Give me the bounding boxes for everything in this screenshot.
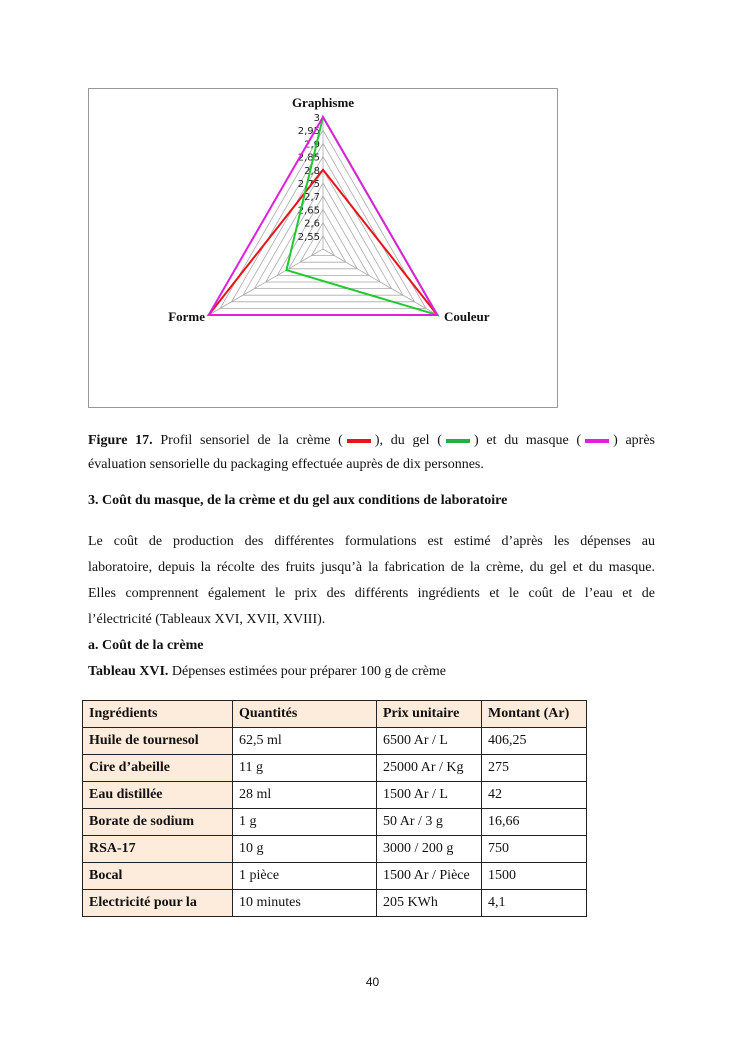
table-caption-text: Dépenses estimées pour préparer 100 g de crème <box>168 664 446 679</box>
axis-label-couleur: Couleur <box>444 309 490 324</box>
page-number: 40 <box>365 975 380 989</box>
tick-label: 3 <box>313 113 320 124</box>
legend-creme-swatch <box>347 439 371 443</box>
table-cell: 1500 Ar / L <box>377 782 482 809</box>
cost-table <box>82 700 587 917</box>
subsection-title: a. Coût de la crème <box>88 638 204 653</box>
table-header-cell: Prix unitaire <box>377 701 482 728</box>
table-cell: 10 minutes <box>233 890 377 917</box>
table-caption-label: Tableau XVI. <box>88 664 169 679</box>
caption-label: Figure 17. <box>88 433 153 448</box>
caption-text: ) après <box>613 433 656 448</box>
figure-caption <box>88 428 655 454</box>
table-cell: 10 g <box>233 836 377 863</box>
table-cell: 1 pièce <box>233 863 377 890</box>
table-cell: Eau distillée <box>83 782 233 809</box>
caption-line2: évaluation sensorielle du packaging effectuée auprès de dix personnes. <box>88 457 484 472</box>
table-cell: 4,1 <box>482 890 587 917</box>
table-cell: 6500 Ar / L <box>377 728 482 755</box>
table-header-cell: Quantités <box>233 701 377 728</box>
table-header-cell: Montant (Ar) <box>482 701 587 728</box>
table-row <box>83 809 587 836</box>
tick-label: 2,6 <box>304 218 320 230</box>
table-row <box>83 728 587 755</box>
table-cell: 42 <box>482 782 587 809</box>
table-cell: 275 <box>482 755 587 782</box>
axis-label-graphisme: Graphisme <box>291 95 355 110</box>
table-cell: 50 Ar / 3 g <box>377 809 482 836</box>
paragraph-line: Le coût de production des différentes formulations est estimé d’après les dépenses au <box>88 534 655 549</box>
tick-label: 2,85 <box>297 152 320 164</box>
caption-text: ), du gel ( <box>374 433 442 448</box>
table-cell: 28 ml <box>233 782 377 809</box>
tick-label: 2,55 <box>297 231 320 243</box>
tick-label: 2,75 <box>297 179 320 190</box>
table-cell: Huile de tournesol <box>83 728 233 755</box>
table-cell: RSA-17 <box>83 836 233 863</box>
table-cell: 1 g <box>233 809 377 836</box>
table-cell: Electricité pour la <box>83 890 233 917</box>
tick-label: 2,65 <box>297 205 320 217</box>
table-cell: 1500 <box>482 863 587 890</box>
table-header-row <box>83 701 587 728</box>
paragraph-line: l’électricité (Tableaux XVI, XVII, XVIII). <box>88 612 326 627</box>
table-row <box>83 890 587 917</box>
table-cell: Cire d’abeille <box>83 755 233 782</box>
paragraph-line: Elles comprennent également le prix des différents ingrédients et le coût de l’eau et de <box>88 586 655 601</box>
table-cell: 62,5 ml <box>233 728 377 755</box>
table-header-cell: Ingrédients <box>83 701 233 728</box>
axis-label-forme: Forme <box>168 309 205 324</box>
section-title: 3. Coût du masque, de la crème et du gel aux conditions de laboratoire <box>88 493 508 508</box>
table-row <box>83 782 587 809</box>
radar-chart <box>0 0 745 420</box>
table-caption <box>88 659 446 685</box>
tick-label: 2,8 <box>304 165 320 177</box>
legend-gel-swatch <box>446 439 470 443</box>
table-row <box>83 836 587 863</box>
tick-label: 2,9 <box>304 139 320 151</box>
table-cell: Bocal <box>83 863 233 890</box>
table-cell: 11 g <box>233 755 377 782</box>
table-cell: Borate de sodium <box>83 809 233 836</box>
paragraph-line: laboratoire, depuis la récolte des fruits jusqu’à la fabrication de la crème, du gel et du masque. <box>88 560 655 575</box>
legend-masque-swatch <box>585 439 609 443</box>
table-cell: 406,25 <box>482 728 587 755</box>
caption-text: Profil sensoriel de la crème ( <box>160 433 343 448</box>
table-cell: 3000 / 200 g <box>377 836 482 863</box>
table-row <box>83 863 587 890</box>
table-cell: 750 <box>482 836 587 863</box>
table-row <box>83 755 587 782</box>
caption-text: ) et du masque ( <box>473 433 582 448</box>
table-cell: 205 KWh <box>377 890 482 917</box>
table-cell: 1500 Ar / Pièce <box>377 863 482 890</box>
table-cell: 25000 Ar / Kg <box>377 755 482 782</box>
table-cell: 16,66 <box>482 809 587 836</box>
tick-label: 2,7 <box>304 192 320 204</box>
tick-label: 2,95 <box>297 126 320 138</box>
